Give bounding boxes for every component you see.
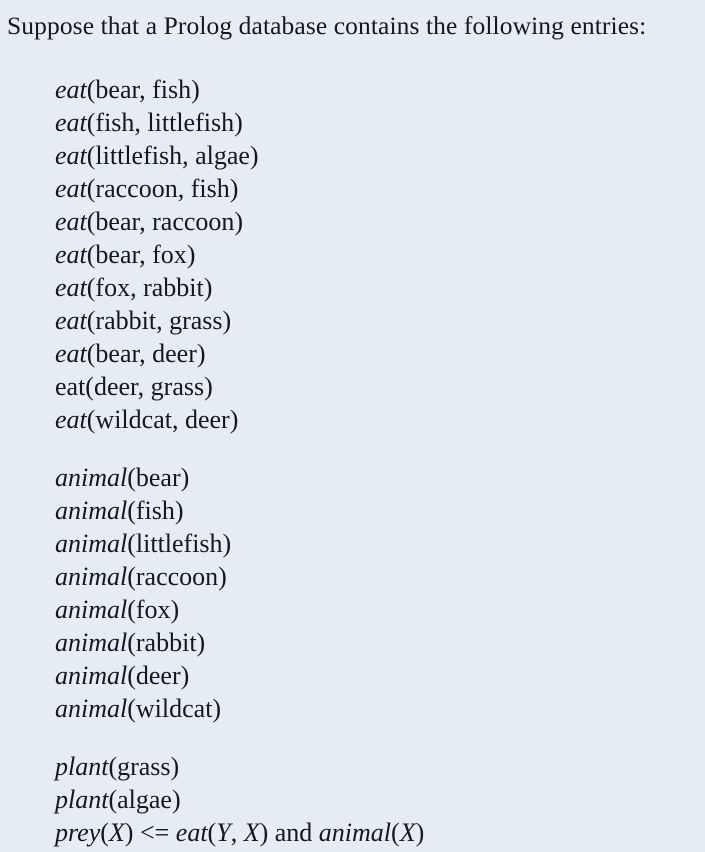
- plain-text: (bear, raccoon): [86, 207, 244, 236]
- prolog-line: [55, 494, 699, 527]
- plain-text: (fox, rabbit): [86, 273, 213, 302]
- predicate-text: animal: [318, 818, 392, 847]
- prolog-line: [55, 139, 699, 172]
- page-title: Suppose that a Prolog database contains the following entries:: [7, 11, 647, 40]
- predicate-text: X: [108, 818, 125, 847]
- plain-text: (: [207, 818, 217, 847]
- plain-text: ,: [230, 818, 244, 847]
- prolog-line: [55, 304, 699, 337]
- prolog-line: [55, 816, 699, 849]
- predicate-text: eat: [55, 273, 87, 302]
- plain-text: ) <=: [124, 818, 176, 847]
- prolog-line: [55, 403, 699, 436]
- prolog-line: [55, 560, 699, 593]
- prolog-line: [55, 172, 699, 205]
- prolog-line: [55, 783, 699, 816]
- plain-text: (deer): [127, 661, 190, 690]
- plain-text: (bear, deer): [86, 339, 206, 368]
- predicate-text: animal: [55, 595, 128, 624]
- predicate-text: animal: [55, 463, 128, 492]
- predicate-text: X: [243, 818, 260, 847]
- prolog-line: [55, 692, 699, 725]
- predicate-text: X: [399, 818, 416, 847]
- predicate-text: eat: [55, 141, 87, 170]
- predicate-text: Y: [216, 818, 231, 847]
- plain-text: (: [391, 818, 400, 847]
- entries: [55, 73, 699, 849]
- predicate-text: animal: [55, 562, 128, 591]
- prolog-line: [55, 337, 699, 370]
- plain-text: (littlefish): [127, 529, 232, 558]
- predicate-text: eat: [55, 174, 87, 203]
- plain-text: (rabbit): [127, 628, 206, 657]
- predicate-text: eat: [55, 339, 87, 368]
- plain-text: (rabbit, grass): [86, 306, 232, 335]
- predicate-text: plant: [55, 752, 109, 781]
- predicate-text: eat: [55, 240, 87, 269]
- plain-text: (fish): [127, 496, 184, 525]
- predicate-text: eat: [55, 207, 87, 236]
- predicate-text: eat: [55, 108, 87, 137]
- predicate-text: animal: [55, 661, 128, 690]
- predicate-text: eat: [55, 306, 87, 335]
- plain-text: (: [100, 818, 109, 847]
- prolog-line: [55, 461, 699, 494]
- plain-text: (wildcat): [127, 694, 222, 723]
- predicate-text: animal: [55, 496, 128, 525]
- plant-facts-and-rule: [55, 750, 699, 849]
- plain-text: (algae): [108, 785, 181, 814]
- predicate-text: eat: [175, 818, 208, 847]
- animal-facts: [55, 461, 699, 725]
- prolog-line: [55, 626, 699, 659]
- plain-text: ) and: [259, 818, 319, 847]
- plain-text: (fox): [127, 595, 180, 624]
- plain-text: (raccoon, fish): [86, 174, 239, 203]
- plain-text: (littlefish, algae): [86, 141, 259, 170]
- prolog-line: [55, 370, 699, 403]
- plain-text: (fish, littlefish): [86, 108, 243, 137]
- plain-text: (bear): [127, 463, 190, 492]
- prolog-line: [55, 527, 699, 560]
- prolog-line: [55, 106, 699, 139]
- predicate-text: animal: [55, 694, 128, 723]
- plain-text: ): [415, 818, 425, 847]
- plain-text: (grass): [108, 752, 180, 781]
- prolog-line: [55, 750, 699, 783]
- plain-text: eat(deer, grass): [55, 372, 213, 401]
- prolog-line: [55, 238, 699, 271]
- predicate-text: prey: [55, 818, 101, 847]
- plain-text: (raccoon): [127, 562, 227, 591]
- predicate-text: animal: [55, 529, 128, 558]
- prolog-line: [55, 73, 699, 106]
- predicate-text: plant: [55, 785, 109, 814]
- prolog-line: [55, 205, 699, 238]
- plain-text: (wildcat, deer): [86, 405, 239, 434]
- prolog-line: [55, 659, 699, 692]
- prolog-line: [55, 593, 699, 626]
- predicate-text: eat: [55, 405, 87, 434]
- eat-facts: [55, 73, 699, 436]
- plain-text: (bear, fish): [86, 75, 200, 104]
- prolog-line: [55, 271, 699, 304]
- predicate-text: eat: [55, 75, 87, 104]
- predicate-text: animal: [55, 628, 128, 657]
- plain-text: (bear, fox): [86, 240, 196, 269]
